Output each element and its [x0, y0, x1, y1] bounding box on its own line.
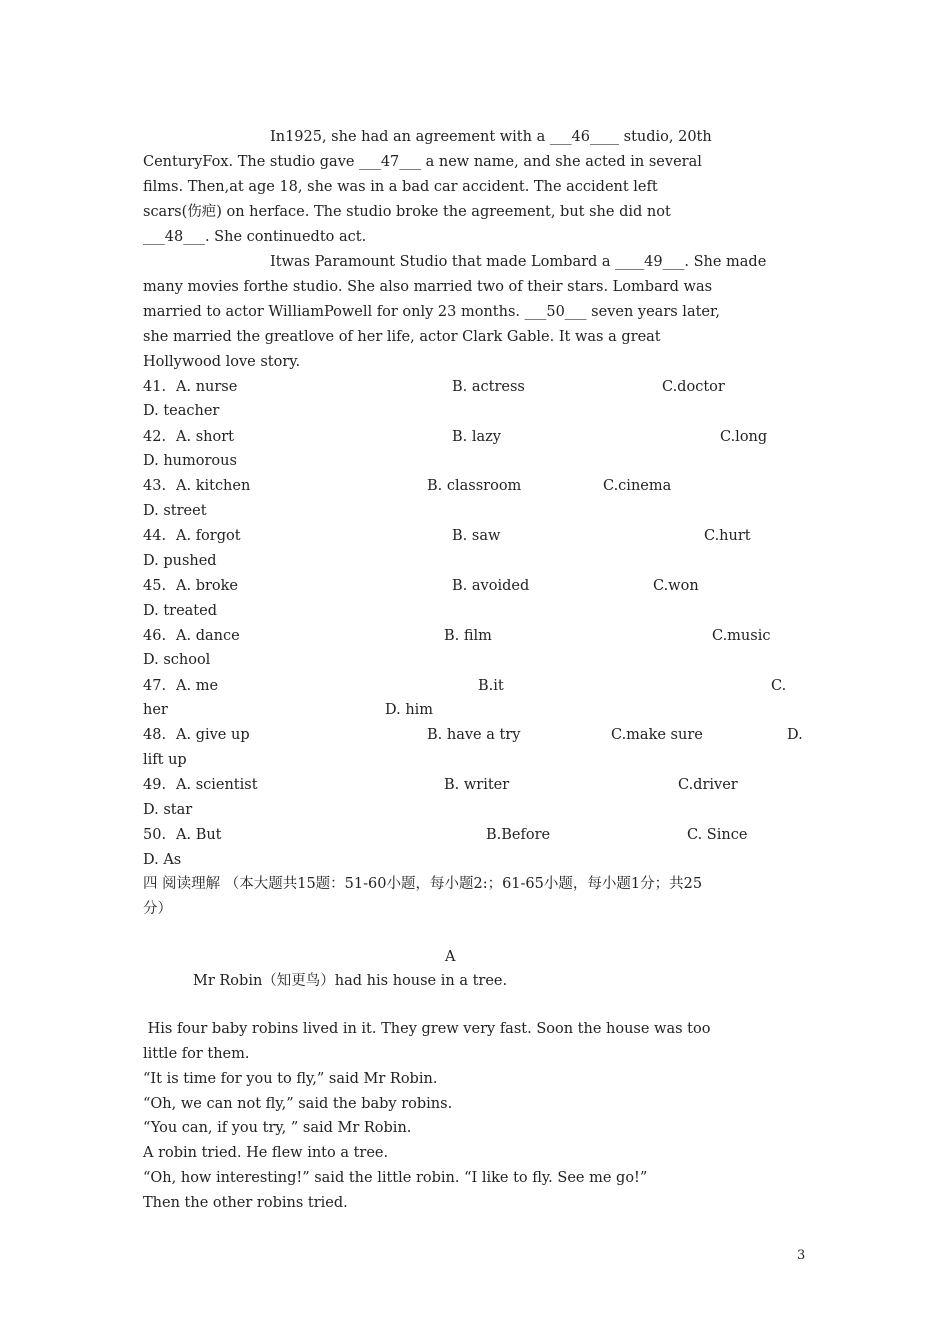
- option-b: B. film: [444, 628, 492, 644]
- option-d: D. school: [143, 652, 211, 668]
- option-a: A. forgot: [176, 528, 241, 544]
- option-d: D. street: [143, 503, 207, 519]
- question-number: 48.: [143, 727, 167, 743]
- passage-line: “Oh, we can not fly,” said the baby robins.: [143, 1096, 453, 1112]
- page-number: 3: [797, 1248, 806, 1263]
- option-d: D. humorous: [143, 453, 237, 469]
- option-a: A. dance: [176, 628, 240, 644]
- question-number: 47.: [143, 678, 167, 694]
- question-number: 44.: [143, 528, 167, 544]
- option-b: B. actress: [452, 379, 525, 395]
- option-a: A. give up: [176, 727, 250, 743]
- passage-line: ___48___. She continuedto act.: [143, 229, 367, 245]
- option-c: C.doctor: [662, 379, 725, 395]
- option-b: B. have a try: [427, 727, 521, 743]
- passage-line: A robin tried. He flew into a tree.: [143, 1145, 389, 1161]
- option-b: B.Before: [486, 827, 551, 843]
- passage-line: little for them.: [143, 1046, 250, 1062]
- option-b: B. saw: [452, 528, 501, 544]
- question-number: 49.: [143, 777, 167, 793]
- option-b: B. writer: [444, 777, 510, 793]
- option-a: A. me: [176, 678, 219, 694]
- option-b: B. avoided: [452, 578, 530, 594]
- option-a: A. kitchen: [176, 478, 251, 494]
- passage-line: “Oh, how interesting!” said the little robin. “I like to fly. See me go!”: [143, 1170, 648, 1186]
- option-c: C.music: [712, 628, 771, 644]
- option-c-continued: her: [143, 702, 168, 718]
- option-b: B. classroom: [427, 478, 522, 494]
- option-a: A. broke: [176, 578, 239, 594]
- passage-line: His four baby robins lived in it. They grew very fast. Soon the house was too: [143, 1021, 711, 1037]
- option-d: D. As: [143, 852, 182, 868]
- option-d: D. star: [143, 802, 193, 818]
- question-number: 46.: [143, 628, 167, 644]
- passage-title: A: [445, 949, 456, 965]
- option-d-continued: lift up: [143, 752, 187, 768]
- section-heading-continued: 分）: [143, 901, 172, 917]
- passage-line: CenturyFox. The studio gave ___47___ a new name, and she acted in several: [143, 154, 702, 170]
- option-c: C.cinema: [603, 478, 672, 494]
- passage-line: Then the other robins tried.: [143, 1195, 348, 1211]
- passage-line: In1925, she had an agreement with a ___46____ studio, 20th: [270, 129, 712, 145]
- option-c: C.long: [720, 429, 768, 445]
- option-d: D. teacher: [143, 403, 220, 419]
- option-a: A. scientist: [176, 777, 258, 793]
- passage-line: films. Then,at age 18, she was in a bad car accident. The accident left: [143, 179, 658, 195]
- passage-line: “You can, if you try, ” said Mr Robin.: [143, 1120, 412, 1136]
- question-number: 50.: [143, 827, 167, 843]
- question-number: 41.: [143, 379, 167, 395]
- option-d: D.: [787, 727, 803, 743]
- question-number: 45.: [143, 578, 167, 594]
- option-c: C. Since: [687, 827, 748, 843]
- passage-line: scars(伤疤) on herface. The studio broke the agreement, but she did not: [143, 204, 671, 220]
- section-heading: 四 阅读理解 （本大题共15题：51-60小题，每小题2:；61-65小题，每小题1分；共25: [143, 876, 703, 892]
- option-a: A. But: [176, 827, 222, 843]
- passage-line: many movies forthe studio. She also married two of their stars. Lombard was: [143, 279, 713, 295]
- passage-line: Hollywood love story.: [143, 354, 301, 370]
- question-number: 42.: [143, 429, 167, 445]
- passage-line: Itwas Paramount Studio that made Lombard a ____49___. She made: [270, 254, 767, 270]
- option-c: C.make sure: [611, 727, 703, 743]
- passage-line: “It is time for you to fly,” said Mr Robin.: [143, 1071, 438, 1087]
- option-d: D. him: [385, 702, 434, 718]
- question-number: 43.: [143, 478, 167, 494]
- option-a: A. nurse: [176, 379, 238, 395]
- option-c: C.hurt: [704, 528, 751, 544]
- option-a: A. short: [176, 429, 234, 445]
- option-b: B. lazy: [452, 429, 501, 445]
- option-c: C.won: [653, 578, 699, 594]
- option-d: D. pushed: [143, 553, 217, 569]
- option-d: D. treated: [143, 603, 218, 619]
- option-c: C.driver: [678, 777, 738, 793]
- passage-intro: Mr Robin（知更鸟）had his house in a tree.: [193, 973, 508, 989]
- passage-line: married to actor WilliamPowell for only 23 months. ___50___ seven years later,: [143, 304, 720, 320]
- option-b: B.it: [478, 678, 504, 694]
- passage-line: she married the greatlove of her life, actor Clark Gable. It was a great: [143, 329, 661, 345]
- option-c: C.: [771, 678, 787, 694]
